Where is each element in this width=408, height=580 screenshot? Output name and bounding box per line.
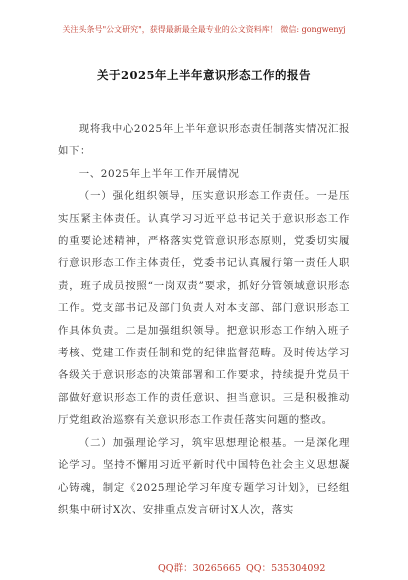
intro-paragraph: 现将我中心2025年上半年意识形态责任制落实情况汇报如下： <box>58 123 350 158</box>
document-body <box>58 118 350 521</box>
body-paragraph: （二）加强理论学习，筑牢思想理论根基。一是深化理论学习。坚持不懈用习近平新时代中国特色社会主义思想凝心铸魂，制定《2025理论学习年度专题学习计划》，已经组织集中研讨X次、安排重点发言研讨X人次，落实 <box>58 436 350 516</box>
document-title: 关于2025年上半年意识形态工作的报告 <box>96 68 311 82</box>
qq-number-text: QQ：535304092 <box>246 563 326 574</box>
qq-group-text: QQ群：30265665 <box>158 563 241 574</box>
footer-contact <box>0 560 408 574</box>
section-heading: 一、2025年上半年工作开展情况 <box>78 167 240 180</box>
body-paragraph: （一）强化组织领导，压实意识形态工作责任。一是压实压紧主体责任。认真学习习近平总书记关于意识形态工作的重要论述精神，严格落实党管意识形态原则，党委切实履行意识形态工作主体责任，党委书记认真履行第一责任人职责，班子成员按照“一岗双责”要求，抓好分管领域意识形态工作。党支部书记及部门负责人对本支部、部门意识形态工作具体负责。二是加强组织领导。把意识形态工作纳入班子考核、党建工作责任制和党的纪律监督范畴。及时传达学习各级关于意识形态的决策部署和工作要求，持续提升党员干部做好意识形态工作的责任意识、担当意识。三是积极推动厅党组政治巡察有关意识形态工作责任落实问题的整改。 <box>58 190 350 427</box>
header-promo-note: 关注头条号"公文研究"，获得最新最全最专业的公文资料库！ 微信: gongwenyj <box>62 25 346 34</box>
